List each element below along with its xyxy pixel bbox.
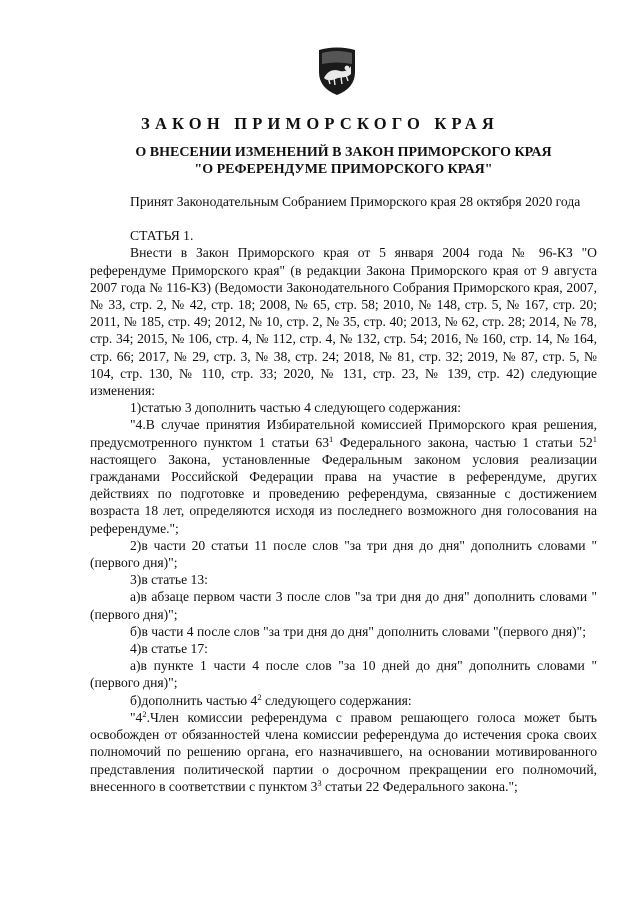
document-body — [90, 193, 597, 795]
item-3b: б)в части 4 после слов "за три дня до дня" дополнить словами "(первого дня)"; — [130, 623, 587, 639]
subtitle-line-1: О ВНЕСЕНИИ ИЗМЕНЕНИЙ В ЗАКОН ПРИМОРСКОГО КРАЯ — [135, 145, 552, 160]
item-3: 3)в статье 13: — [130, 572, 208, 588]
law-subtitle — [90, 144, 597, 178]
item-4b-quote: "$4^2.Член$ комиссии референдума с правом решающего голоса может быть освобожден от обязанностей члена комиссии референдума до истечения срока своих полномочий по решению органа, его назначившего, на основании мотивированного представления политической партии о досрочном прекращении его полномочий, внесенного в соответствии с пунктом $3^3$ статьи 22 Федерального закона."; — [90, 708, 597, 794]
coat-of-arms-emblem — [316, 44, 358, 96]
item-4: 4)в статье 17: — [130, 641, 208, 657]
item-1: 1)статью 3 дополнить частью 4 следующего содержания: — [130, 400, 461, 416]
item-4b: б)дополнить частью $4^2$ следующего содержания: — [130, 691, 412, 708]
item-2: 2)в части 20 статьи 11 после слов "за три дня до дня" дополнить словами "(первого дня)"; — [90, 537, 597, 571]
article-intro: Внести в Закон Приморского края от 5 января 2004 года № 96-КЗ "О референдуме Приморского края" (в редакции Закона Приморского края от 9 августа 2007 года № 116-КЗ) (Ведомости Законодательного Собрания Приморского края, 2007, № 33, стр. 2, № 42, стр. 18; 2008, № 65, стр. 58; 2010, № 148, стр. 5, № 167, стр. 20; 2011, № 185, стр. 49; 2012, № 10, стр. 2, № 35, стр. 40; 2013, № 62, стр. 28; 2014, № 78, стр. 34; 2015, № 106, стр. 4, № 112, стр. 4, № 132, стр. 54; 2016, № 160, стр. 14, № 164, стр. 66; 2017, № 29, стр. 3, № 38, стр. 24; 2018, № 81, стр. 32; 2019, № 87, стр. 5, № 104, стр. 130, № 110, стр. 33; 2020, № 131, стр. 23, № 139, стр. 42) следующие изменения: — [90, 245, 597, 399]
item-1-quote: "4.В случае принятия Избирательной комиссией Приморского края решения, предусмотренного пунктом 1 статьи $63^1$ Федерального закона, частью 1 статьи $52^1$ настоящего Закона, установленные Федеральным законом условия реализации гражданами Российской Федерации права на участие в референдуме, других действиях по подготовке и проведению референдума, связанные с достижением возраста 18 лет, определяются исходя из последнего возможного дня голосования на референдуме."; — [90, 417, 597, 536]
item-4a: а)в пункте 1 части 4 после слов "за 10 дней до дня" дополнить словами "(первого дня)"; — [90, 658, 597, 691]
article-heading: СТАТЬЯ 1. — [130, 228, 194, 244]
item-3a: а)в абзаце первом части 3 после слов "за три дня до дня" дополнить словами "(первого дня)"; — [90, 589, 597, 622]
subtitle-line-2: "О РЕФЕРЕНДУМЕ ПРИМОРСКОГО КРАЯ" — [194, 162, 493, 177]
law-title: ЗАКОН ПРИМОРСКОГО КРАЯ — [141, 114, 499, 133]
adopted-note: Принят Законодательным Собранием Приморского края 28 октября 2020 года — [130, 194, 581, 209]
